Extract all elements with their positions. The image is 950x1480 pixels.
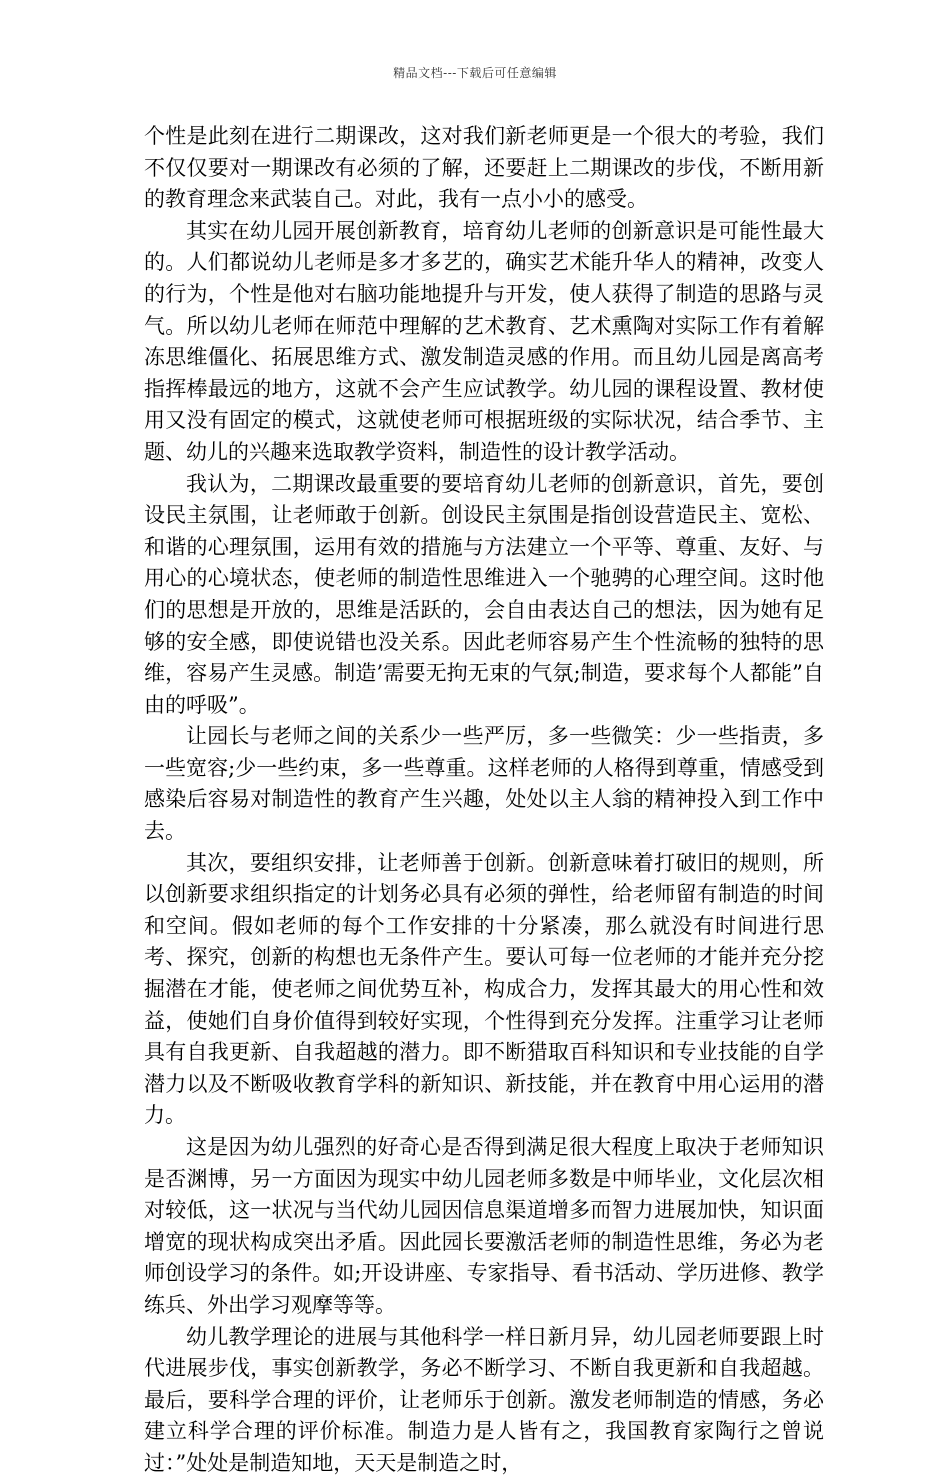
paragraph: 让园长与老师之间的关系少一些严厉，多一些微笑：少一些指责，多一些宽容;少一些约束，多一些尊重。这样老师的人格得到尊重，情感受到感染后容易对制造性的教育产生兴趣，处处以主人翁的精神投入到工作中去。 (144, 724, 824, 844)
paragraph: 个性是此刻在进行二期课改，这对我们新老师更是一个很大的考验，我们不仅仅要对一期课改有必须的了解，还要赶上二期课改的步伐，不断用新的教育理念来武装自己。对此，我有一点小小的感受。 (144, 124, 824, 212)
paragraph: 我认为，二期课改最重要的要培育幼儿老师的创新意识，首先，要创设民主氛围，让老师敢于创新。创设民主氛围是指创设营造民主、宽松、和谐的心理氛围，运用有效的措施与方法建立一个平等、尊重、友好、与用心的心境状态，使老师的制造性思维进入一个驰骋的心理空间。这时他们的思想是开放的，思维是活跃的，会自由表达自己的想法，因为她有足够的安全感，即使说错也没关系。因此老师容易产生个性流畅的独特的思维，容易产生灵感。制造’需要无拘无束的气氛;制造，要求每个人都能”自由的呼吸”。 (144, 471, 824, 717)
paragraph: 其次，要组织安排，让老师善于创新。创新意味着打破旧的规则，所以创新要求组织指定的计划务必具有必须的弹性，给老师留有制造的时间和空间。假如老师的每个工作安排的十分紧凑，那么就没有时间进行思考、探究，创新的构想也无条件产生。要认可每一位老师的才能并充分挖掘潜在才能，使老师之间优势互补，构成合力，发挥其最大的用心性和效益，使她们自身价值得到较好实现，个性得到充分发挥。注重学习让老师具有自我更新、自我超越的潜力。即不断猎取百科知识和专业技能的自学潜力以及不断吸收教育学科的新知识、新技能，并在教育中用心运用的潜力。 (144, 850, 824, 1128)
paragraph: 其实在幼儿园开展创新教育，培育幼儿老师的创新意识是可能性最大的。人们都说幼儿老师是多才多艺的，确实艺术能升华人的精神，改变人的行为，个性是他对右脑功能地提升与开发，使人获得了制造的思路与灵气。所以幼儿老师在师范中理解的艺术教育、艺术熏陶对实际工作有着解冻思维僵化、拓展思维方式、激发制造灵感的作用。而且幼儿园是离高考指挥棒最远的地方，这就不会产生应试教学。幼儿园的课程设置、教材使用又没有固定的模式，这就使老师可根据班级的实际状况，结合季节、主题、幼儿的兴趣来选取教学资料，制造性的设计教学活动。 (144, 218, 824, 464)
document-body (144, 121, 824, 1480)
page-header: 精品文档---下载后可任意编辑 (393, 66, 557, 80)
paragraph: 幼儿教学理论的进展与其他科学一样日新月异，幼儿园老师要跟上时代进展步伐，事实创新教学，务必不断学习、不断自我更新和自我超越。最后，要科学合理的评价，让老师乐于创新。激发老师制造的情感，务必建立科学合理的评价标准。制造力是人皆有之，我国教育家陶行之曾说过：”处处是制造知地，天天是制造之时， (144, 1324, 824, 1475)
paragraph: 这是因为幼儿强烈的好奇心是否得到满足很大程度上取决于老师知识是否渊博，另一方面因为现实中幼儿园老师多数是中师毕业，文化层次相对较低，这一状况与当代幼儿园因信息渠道增多而智力进展加快，知识面增宽的现状构成突出矛盾。因此园长要激活老师的制造性思维，务必为老师创设学习的条件。如;开设讲座、专家指导、看书活动、学历进修、教学练兵、外出学习观摩等等。 (144, 1135, 824, 1317)
